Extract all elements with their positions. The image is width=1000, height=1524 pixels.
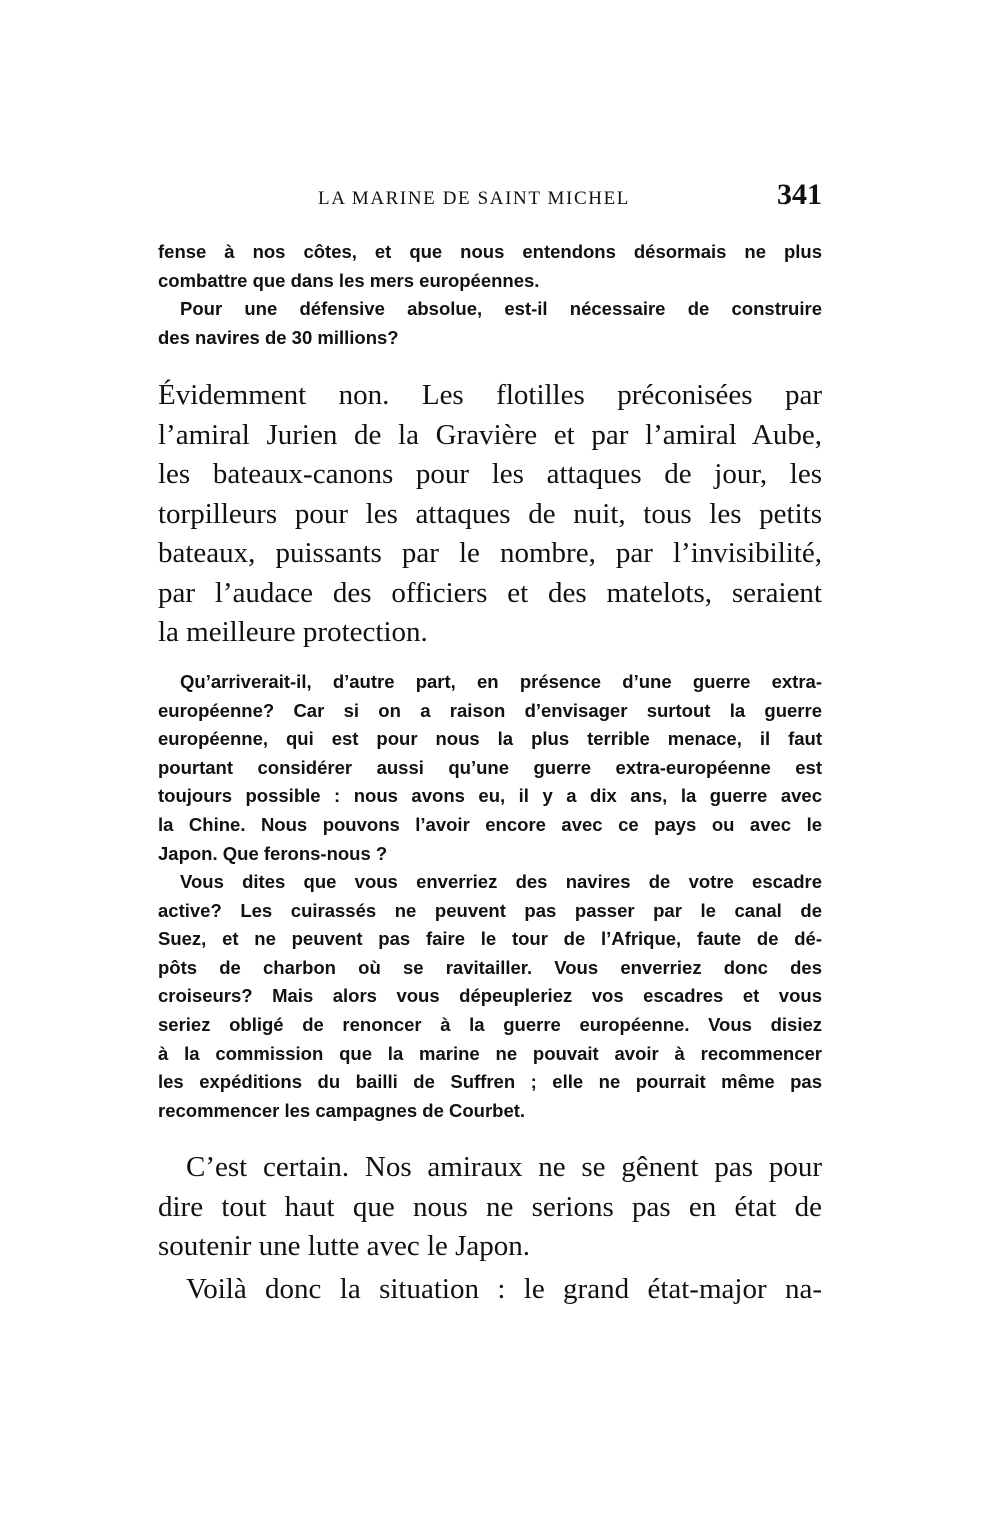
text-line: pôts de charbon où se ravitailler. Vous enverriez donc des — [158, 956, 822, 978]
text-line: la meilleure protection. — [158, 616, 428, 648]
text-line: bateaux, puissants par le nombre, par l’invisibilité, — [158, 537, 822, 569]
text-line: dire tout haut que nous ne serions pas en état de — [158, 1190, 822, 1223]
text-line: les expéditions du bailli de Suffren ; elle ne pourrait même pas — [158, 1071, 822, 1093]
text-line: Vous dites que vous enverriez des navires de votre escadre — [180, 871, 822, 892]
text-line: les bateaux-canons pour les attaques de jour, les — [158, 458, 822, 490]
text-line: Évidemment non. Les flotilles préconisées par — [158, 379, 822, 411]
paragraph-answer — [158, 1270, 822, 1310]
text-line: des navires de 30 millions? — [158, 326, 399, 348]
text-line: Suez, et ne peuvent pas faire le tour de l’Afrique, faute de dé- — [158, 928, 822, 950]
text-line: fense à nos côtes, et que nous entendons désormais ne plus — [158, 241, 822, 262]
text-line: Pour une défensive absolue, est-il nécessaire de construire — [180, 298, 822, 319]
paragraph-answer — [158, 1148, 822, 1267]
text-line: toujours possible : nous avons eu, il y a dix ans, la guerre avec — [158, 785, 822, 807]
text-line: croiseurs? Mais alors vous dépeupleriez vos escadres et vous — [158, 985, 822, 1007]
text-line: seriez obligé de renoncer à la guerre européenne. Vous disiez — [158, 1013, 822, 1035]
text-line: recommencer les campagnes de Courbet. — [158, 1099, 526, 1121]
text-line: soutenir une lutte avec le Japon. — [158, 1230, 531, 1262]
text-line: Japon. Que ferons-nous ? — [158, 842, 388, 864]
text-line: Voilà donc la situation : le grand état-major na- — [186, 1273, 822, 1305]
text-line: par l’audace des officiers et des matelots, seraient — [158, 576, 822, 609]
text-line: à la commission que la marine ne pouvait avoir à recommencer — [158, 1042, 822, 1064]
paragraph-question — [158, 668, 822, 868]
text-line: pourtant considérer aussi qu’une guerre extra-européenne est — [158, 756, 822, 778]
text-line: européenne? Car si on a raison d’envisager surtout la guerre — [158, 699, 822, 721]
page-number: 341 — [777, 178, 822, 211]
text-line: Qu’arriverait-il, d’autre part, en présence d’une guerre extra- — [180, 671, 822, 692]
paragraph-continuation — [158, 238, 822, 295]
text-line: l’amiral Jurien de la Gravière et par l’amiral Aube, — [158, 418, 822, 451]
paragraph-answer — [158, 376, 822, 653]
text-line: torpilleurs pour les attaques de nuit, tous les petits — [158, 497, 822, 530]
running-head — [158, 176, 822, 216]
paragraph-question — [158, 295, 822, 352]
text-line: la Chine. Nous pouvons l’avoir encore avec ce pays ou avec le — [158, 813, 822, 835]
text-line: C’est certain. Nos amiraux ne se gênent pas pour — [186, 1151, 822, 1183]
paragraph-question — [158, 868, 822, 1125]
text-line: combattre que dans les mers européennes. — [158, 269, 540, 291]
text-line: européenne, qui est pour nous la plus terrible menace, il faut — [158, 728, 822, 750]
running-title: LA MARINE DE SAINT MICHEL — [318, 188, 630, 209]
text-line: active? Les cuirassés ne peuvent pas passer par le canal de — [158, 899, 822, 921]
